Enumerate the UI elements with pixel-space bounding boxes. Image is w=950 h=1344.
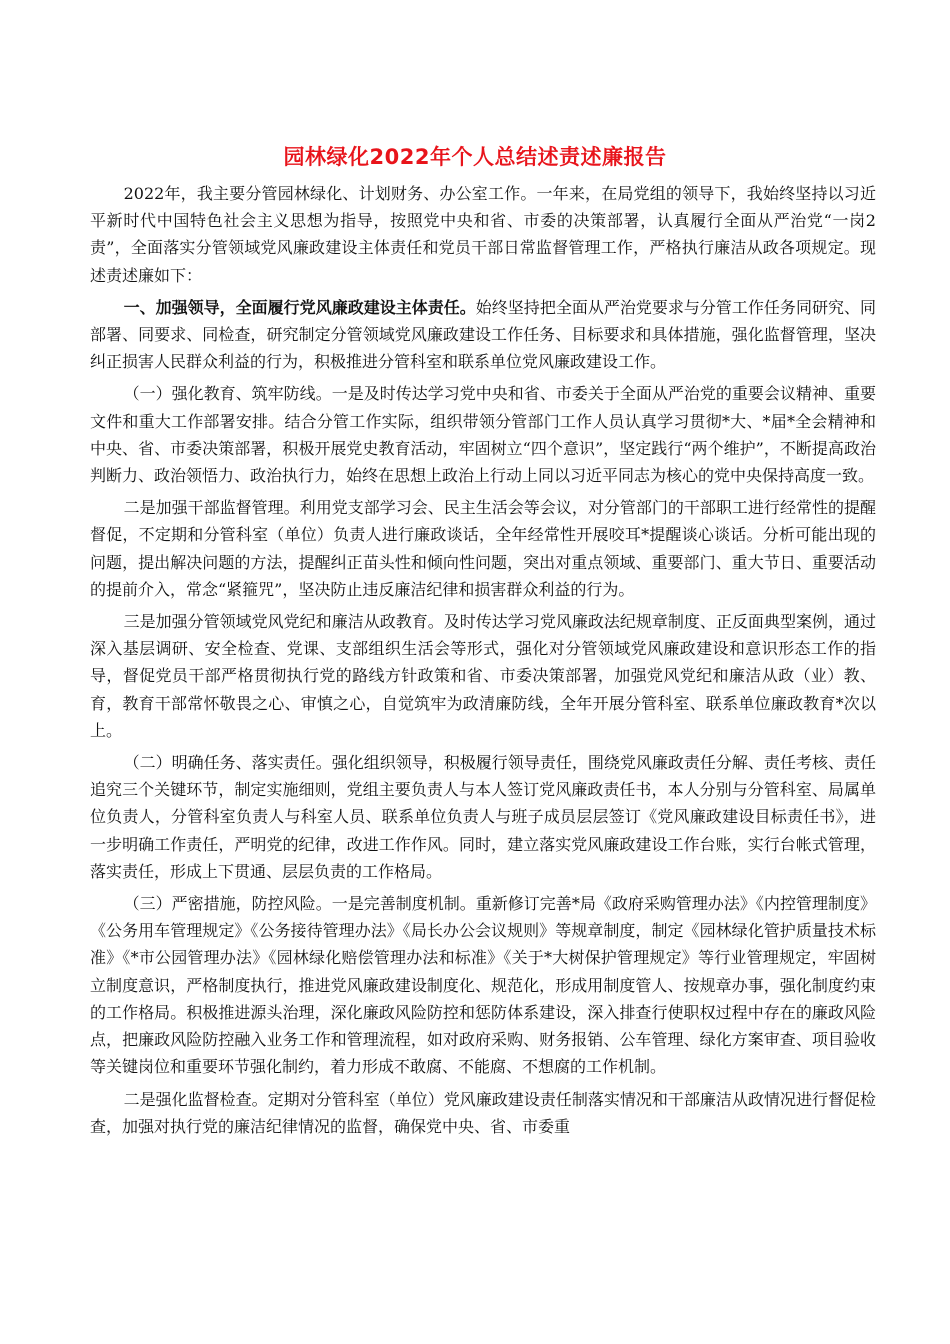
paragraph-subsection-2 [90, 749, 876, 885]
paragraph-text: 二是强化监督检查。定期对分管科室（单位）党风廉政建设责任制落实情况和干部廉洁从政情况进行督促检查，加强对执行党的廉洁纪律情况的监督，确保党中央、省、市委重 [90, 1089, 876, 1136]
paragraph-text: 始终坚持把全面从严治党要求与分管工作任务同研究、同部署、同要求、同检查，研究制定分管领域党风廉政建设工作任务、目标要求和具体措施，强化监督管理，坚决纠正损害人民群众利益的行为，积极推进分管科室和联系单位党风廉政建设工作。 [90, 297, 876, 372]
paragraph-text: 三是加强分管领域党风党纪和廉洁从政教育。及时传达学习党风廉政法纪规章制度、正反面典型案例，通过深入基层调研、安全检查、党课、支部组织生活会等形式，强化对分管领域党风廉政建设和意识形态工作的指导，督促党员干部严格贯彻执行党的路线方针政策和省、市委决策部署，加强党风党纪和廉洁从政（业）教、育，教育干部常怀敬畏之心、审慎之心，自觉筑牢为政清廉防线，全年开展分管科室、联系单位廉政教育*次以上。 [90, 612, 876, 740]
paragraph-point-3 [90, 608, 876, 744]
paragraph-supervision [90, 1086, 876, 1140]
paragraph-text: （一）强化教育、筑牢防线。一是及时传达学习党中央和省、市委关于全面从严治党的重要会议精神、重要文件和重大工作部署安排。结合分管工作实际，组织带领分管部门工作人员认真学习贯彻*大、*届*全会精神和中央、省、市委决策部署，积极开展党史教育活动，牢固树立“四个意识”，坚定践行“两个维护”，不断提高政治判断力、政治领悟力、政治执行力，始终在思想上政治上行动上同以习近平同志为核心的党中央保持高度一致。 [90, 384, 876, 486]
paragraph-subsection-1 [90, 380, 876, 489]
paragraph-point-2 [90, 494, 876, 603]
section-heading: 一、加强领导，全面履行党风廉政建设主体责任。 [123, 297, 476, 317]
document-body [90, 180, 876, 1145]
paragraph-text: 2022年，我主要分管园林绿化、计划财务、办公室工作。一年来，在局党组的领导下，我始终坚持以习近平新时代中国特色社会主义思想为指导，按照党中央和省、市委的决策部署，认真履行全面从严治党“一岗2责”，全面落实分管领域党风廉政建设主体责任和党员干部日常监督管理工作，严格执行廉洁从政各项规定。现述责述廉如下： [90, 184, 876, 285]
document-title: 园林绿化2022年个人总结述责述廉报告 [283, 145, 667, 169]
paragraph-subsection-3 [90, 890, 876, 1080]
paragraph-text: （二）明确任务、落实责任。强化组织领导，积极履行领导责任，围绕党风廉政责任分解、责任考核、责任追究三个关键环节，制定实施细则，党组主要负责人与本人签订党风廉政责任书，本人分别与分管科室、局属单位负责人，分管科室负责人与科室人员、联系单位负责人与班子成员层层签订《党风廉政建设目标责任书》，进一步明确工作责任，严明党的纪律，改进工作作风。同时，建立落实党风廉政建设工作台账，实行台帐式管理，落实责任，形成上下贯通、层层负责的工作格局。 [90, 753, 876, 881]
paragraph-text: 二是加强干部监督管理。利用党支部学习会、民主生活会等会议，对分管部门的干部职工进行经常性的提醒督促，不定期和分管科室（单位）负责人进行廉政谈话，全年经常性开展咬耳*提醒谈心谈话。分析可能出现的问题，提出解决问题的方法，提醒纠正苗头性和倾向性问题，突出对重点领域、重要部门、重大节日、重要活动的提前介入，常念“紧箍咒”，坚决防止违反廉洁纪律和损害群众利益的行为。 [90, 498, 876, 599]
paragraph-intro [90, 180, 876, 289]
paragraph-text: （三）严密措施，防控风险。一是完善制度机制。重新修订完善*局《政府采购管理办法》《内控管理制度》《公务用车管理规定》《公务接待管理办法》《局长办公会议规则》等规章制度，制定《园林绿化管护质量技术标准》《*市公园管理办法》《园林绿化赔偿管理办法和标准》《关于*大树保护管理规定》等行业管理规定，牢固树立制度意识，严格制度执行，推进党风廉政建设制度化、规范化，形成用制度管人、按规章办事，强化制度约束的工作格局。积极推进源头治理，深化廉政风险防控和惩防体系建设，深入排查行使职权过程中存在的廉政风险点，把廉政风险防控融入业务工作和管理流程，如对政府采购、财务报销、公车管理、绿化方案审查、项目验收等关键岗位和重要环节强化制约，着力形成不敢腐、不能腐、不想腐的工作机制。 [90, 894, 876, 1077]
paragraph-section-one [90, 294, 876, 376]
